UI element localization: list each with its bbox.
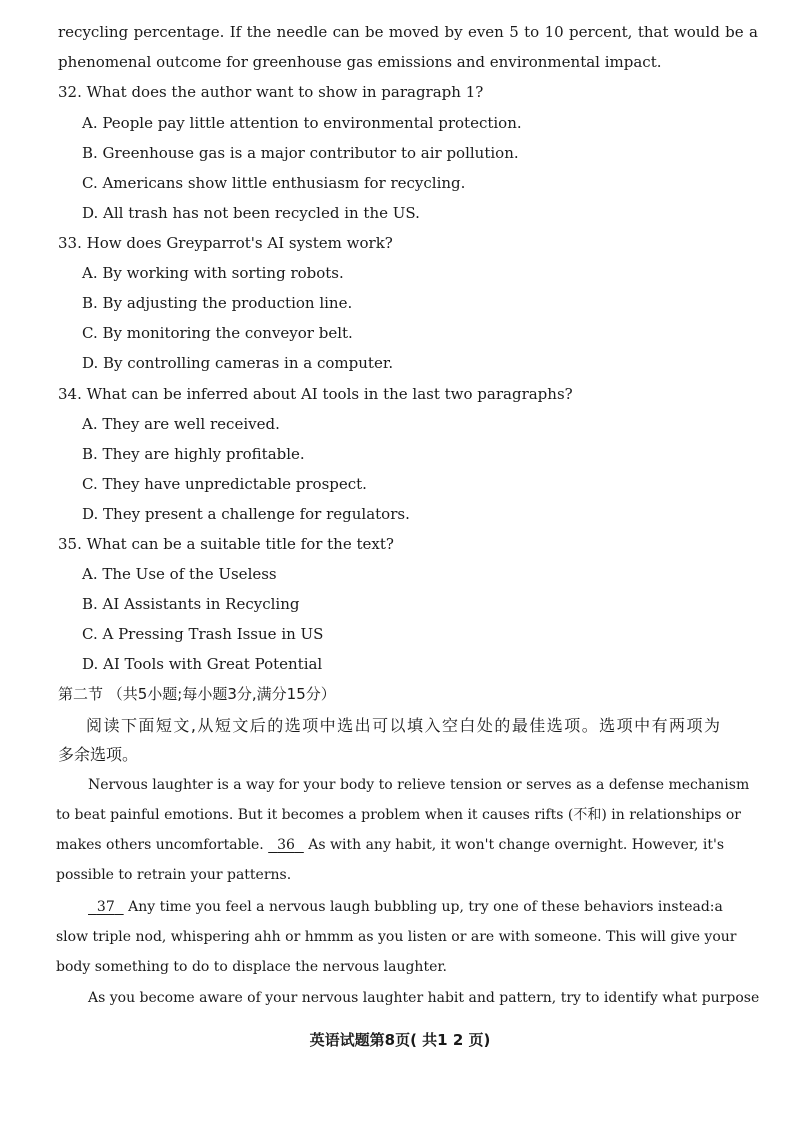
section-heading: 第二节 （共5小题;每小题3分,满分15分） — [58, 685, 336, 703]
question-32-option-d: D. All trash has not been recycled in the US. — [82, 204, 420, 222]
blank-37-number: 37 — [96, 899, 115, 915]
question-32-stem: 32. What does the author want to show in paragraph 1? — [58, 83, 484, 101]
question-35-option-b: B. AI Assistants in Recycling — [82, 595, 300, 613]
question-35-stem: 35. What can be a suitable title for the text? — [58, 535, 394, 553]
question-32-option-a: A. People pay little attention to environmental protection. — [82, 114, 522, 132]
passage-line: recycling percentage. If the needle can be moved by even 5 to 10 percent, that would be a — [58, 23, 758, 41]
section-instruction: 多余选项。 — [58, 745, 139, 764]
question-32-option-b: B. Greenhouse gas is a major contributor to air pollution. — [82, 144, 519, 162]
passage-line-with-blank-36 — [56, 835, 725, 855]
question-34-option-a: A. They are well received. — [82, 415, 280, 433]
passage-line: body something to do to displace the nervous laughter. — [56, 959, 447, 975]
question-34-option-b: B. They are highly profitable. — [82, 445, 305, 463]
passage-text: makes others uncomfortable. — [56, 837, 269, 853]
passage-line: As you become aware of your nervous laughter habit and pattern, try to identify what purpose — [88, 990, 760, 1006]
question-35-option-a: A. The Use of the Useless — [82, 565, 277, 583]
section-instruction: 阅读下面短文,从短文后的选项中选出可以填入空白处的最佳选项。选项中有两项为 — [86, 716, 720, 735]
question-34-option-c: C. They have unpredictable prospect. — [82, 475, 367, 493]
blank-36-number: 36 — [277, 837, 295, 853]
passage-line: Nervous laughter is a way for your body to relieve tension or serves as a defense mechanism — [88, 777, 750, 793]
question-33-option-a: A. By working with sorting robots. — [82, 264, 344, 282]
question-34-option-d: D. They present a challenge for regulators. — [82, 505, 410, 523]
blank-36 — [268, 835, 304, 855]
passage-line: slow triple nod, whispering ahh or hmmm as you listen or are with someone. This will give your — [56, 929, 737, 945]
passage-line: possible to retrain your patterns. — [56, 867, 292, 883]
question-33-option-b: B. By adjusting the production line. — [82, 294, 353, 312]
question-34-stem: 34. What can be inferred about AI tools in the last two paragraphs? — [58, 385, 573, 403]
passage-line: to beat painful emotions. But it becomes a problem when it causes rifts (不和) in relationships or — [56, 807, 741, 823]
question-32-option-c: C. Americans show little enthusiasm for recycling. — [82, 174, 466, 192]
passage-line: phenomenal outcome for greenhouse gas emissions and environmental impact. — [58, 53, 662, 71]
blank-37 — [88, 897, 124, 917]
passage-text: Any time you feel a nervous laugh bubbling up, try one of these behaviors instead:a — [123, 899, 723, 915]
question-33-option-c: C. By monitoring the conveyor belt. — [82, 324, 353, 342]
question-35-option-c: C. A Pressing Trash Issue in US — [82, 625, 324, 643]
page-footer: 英语试题第8页( 共1 2 页) — [309, 1031, 491, 1049]
passage-text: As with any habit, it won't change overnight. However, it's — [303, 837, 725, 853]
passage-line-with-blank-37 — [88, 897, 723, 917]
question-33-option-d: D. By controlling cameras in a computer. — [82, 354, 394, 372]
question-35-option-d: D. AI Tools with Great Potential — [82, 655, 323, 673]
question-33-stem: 33. How does Greyparrot's AI system work? — [58, 234, 393, 252]
